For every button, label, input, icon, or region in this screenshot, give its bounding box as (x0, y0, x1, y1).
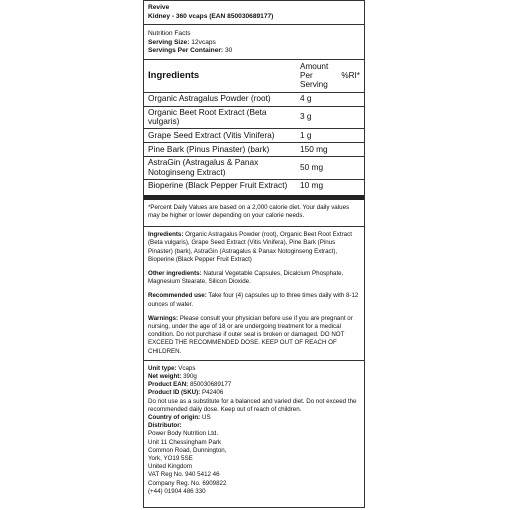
address-line: (+44) 01904 486 330 (148, 487, 206, 495)
other-ingredients-paragraph: Other ingredients: Natural Vegetable Capsules, Dicalcium Phosphate, Magnesium Stearate, Silicon Dioxide. (148, 269, 344, 286)
recommended-use-paragraph: Recommended use: Take four (4) capsules up to three times daily with 8-12 ounces of water. (148, 292, 359, 308)
ingredient-amount: 10 mg (300, 180, 324, 191)
table-row (144, 92, 364, 106)
product-header (144, 1, 364, 25)
nutrition-facts-title: Nutrition Facts (148, 30, 191, 38)
product-details (144, 227, 364, 361)
warnings-paragraph: Warnings: Please consult your physician before use if you are pregnant or nursing, under the age of 18 or are undergoing treatment for a medical condition. Do not purchase if outer seal is broken or damaged. DO NOT EXCEED THE RECOMMENDED DOSE. KEEP OUT OF REACH OF CHILDREN. (148, 314, 353, 355)
ingredient-name: Organic Astragalus Powder (root) (148, 93, 271, 104)
table-row (144, 142, 364, 156)
serving-size: Serving Size: 12vcaps (148, 38, 216, 46)
address-line: York, YO19 5SE (148, 455, 193, 463)
address-line: VAT Reg No. 940 5412 46 (148, 471, 220, 479)
address-line: Unit 11 Chessingham Park (148, 438, 222, 446)
servings-per-container: Servings Per Container: 30 (148, 47, 233, 55)
address-line: Common Road, Dunnington, (148, 446, 227, 454)
ingredients-paragraph: Ingredients: Organic Astragalus Powder (root), Organic Beet Root Extract (Beta vulgaris), Grape Seed Extract (Vitis Vinifera), Pine Bark (Pinus Pinaster) (bark), AstraGin (Astragalus & Panax Notoginseng Extract), Bioperine (Black Pepper Fruit Extract) (148, 231, 352, 263)
daily-values-footnote: *Percent Daily Values are based on a 2,000 calorie diet. Your daily values may be higher or lower depending on your calorie needs. (144, 200, 364, 227)
table-row (144, 179, 364, 195)
table-row (144, 128, 364, 142)
brand-name: Revive (148, 4, 170, 11)
address-line: Company Reg. No. 6909822 (148, 479, 227, 487)
nutrition-table (144, 60, 364, 200)
ri-column-header: %RI* (341, 71, 360, 81)
ingredients-column-header: Ingredients (148, 70, 200, 82)
product-sku: Product ID (SKU): P42406 (148, 389, 224, 397)
ingredient-name: Organic Beet Root Extract (Beta vulgaris) (148, 106, 267, 127)
ingredient-amount: 150 mg (300, 143, 328, 154)
product-name: Kidney - 360 vcaps (EAN 850030689177) (148, 12, 274, 20)
product-meta (144, 361, 364, 499)
table-row (144, 106, 364, 129)
net-weight: Net weight: 390g (148, 373, 197, 381)
ingredient-name: Pine Bark (Pinus Pinaster) (bark) (148, 143, 270, 154)
table-row (144, 156, 364, 179)
distributor-label: Distributor: (148, 422, 182, 430)
address-line: Power Body Nutrition Ltd. (148, 430, 219, 438)
supplement-facts-label (143, 0, 365, 508)
ingredient-name: Grape Seed Extract (Vitis Vinifera) (148, 129, 275, 140)
country-of-origin: Country of origin: US (148, 414, 211, 422)
ingredient-amount: 4 g (300, 93, 312, 104)
distributor-address (148, 430, 360, 496)
amount-column-header: Amount Per Serving (300, 61, 329, 90)
ingredient-name: AstraGin (Astragalus & Panax Notoginseng Extract) (148, 157, 259, 177)
address-line: United Kingdom (148, 463, 193, 471)
table-header (144, 60, 364, 92)
ingredient-amount: 50 mg (300, 162, 324, 173)
nutrition-facts-header (144, 25, 364, 60)
ingredient-name: Bioperine (Black Pepper Fruit Extract) (148, 180, 288, 191)
ingredient-amount: 3 g (300, 111, 312, 122)
unit-type: Unit type: Vcaps (148, 364, 196, 372)
ingredient-amount: 1 g (300, 129, 312, 140)
product-ean: Product EAN: 850030689177 (148, 381, 232, 389)
diet-disclaimer: Do not use as a substitute for a balanced and varied diet. Do not exceed the recommended daily dose. Keep out of reach of children. (148, 397, 357, 413)
